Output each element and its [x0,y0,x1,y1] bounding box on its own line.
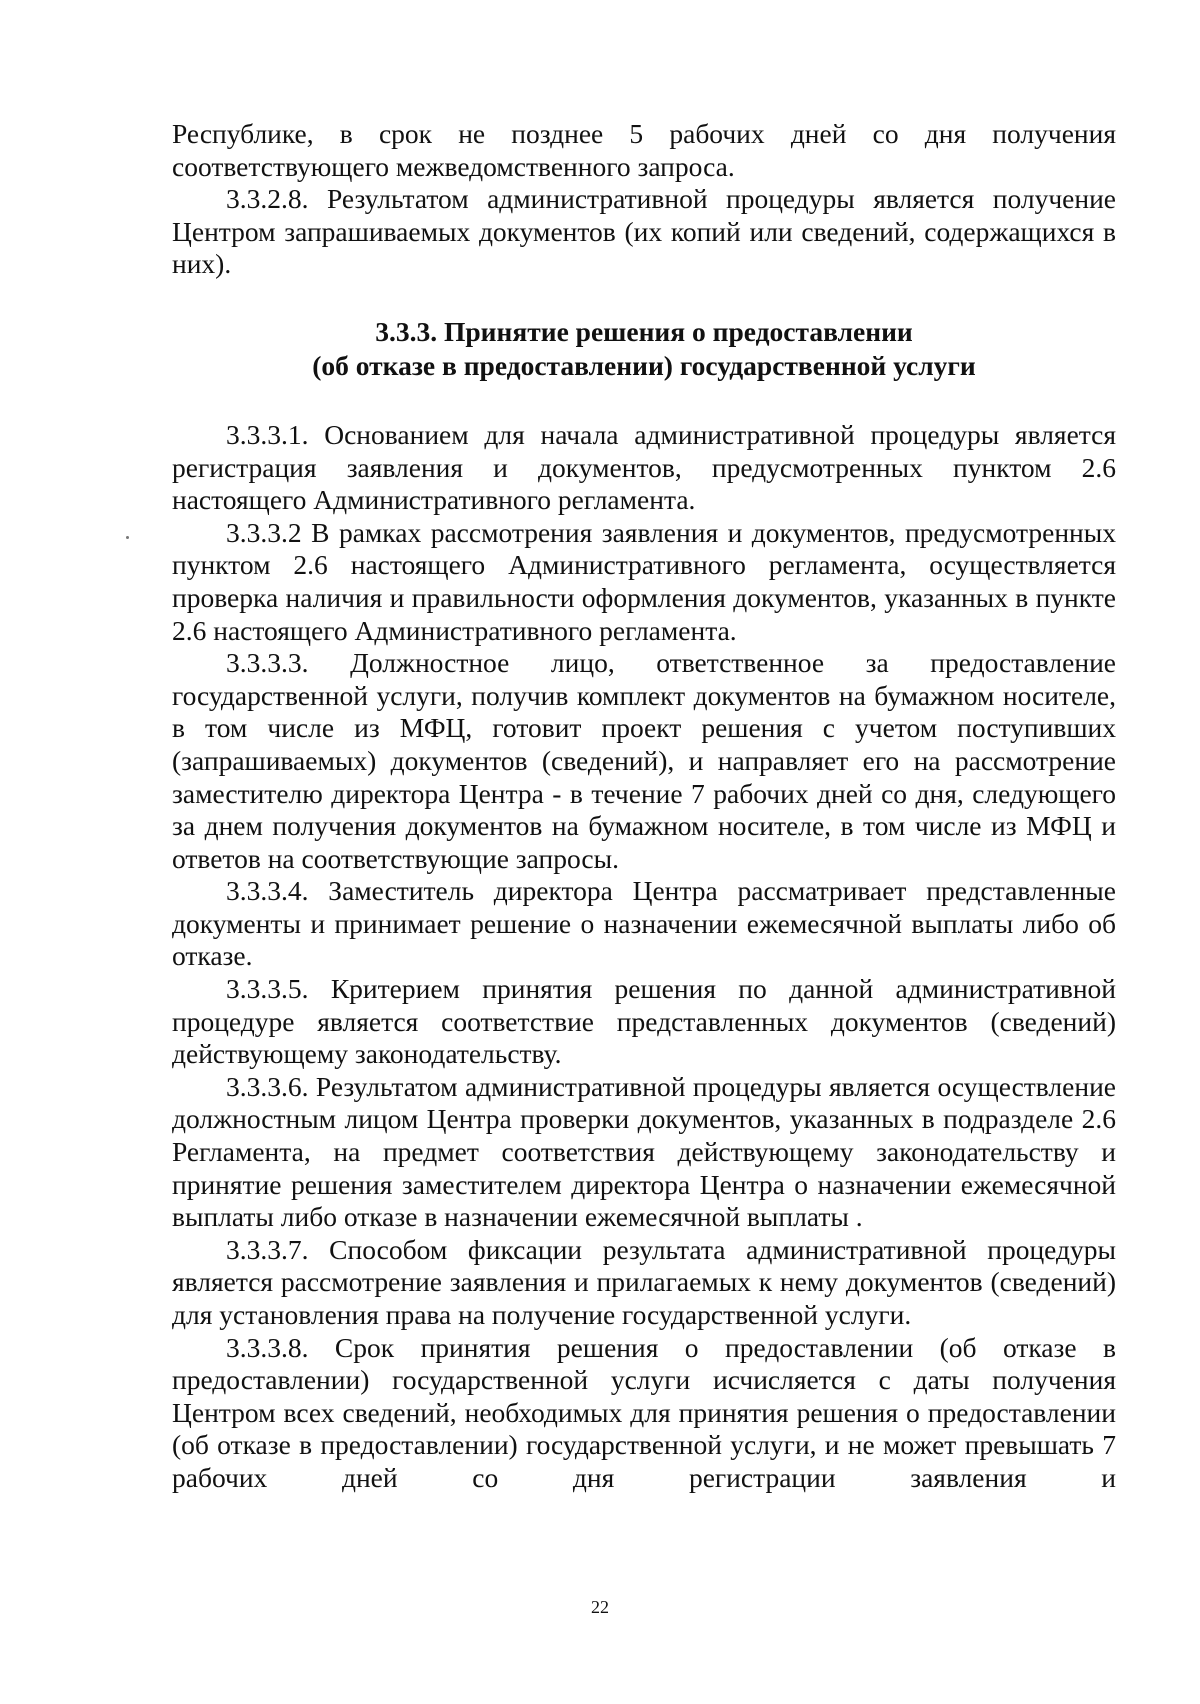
paragraph-3-3-3-5: 3.3.3.5. Критерием принятия решения по данной административной процедуре является соответствие представленных документов (сведений) действующему законодательству. [172,973,1116,1070]
section-heading-line-1: 3.3.3. Принятие решения о предоставлении [375,315,913,347]
paragraph-continuation: Республике, в срок не позднее 5 рабочих дней со дня получения соответствующего межведомственного запроса. [172,118,1116,182]
paragraph-3-3-3-2: 3.3.3.2 В рамках рассмотрения заявления и документов, предусмотренных пунктом 2.6 настоящего Административного регламента, осуществляется проверка наличия и правильности оформления документов, указанных в пункте 2.6 настоящего Административного регламента. [172,516,1116,646]
paragraph-3-3-3-4: 3.3.3.4. Заместитель директора Центра рассматривает представленные документы и принимает решение о назначении ежемесячной выплаты либо об отказе. [172,875,1116,972]
paragraph-3-3-3-1: 3.3.3.1. Основанием для начала административной процедуры является регистрация заявления и документов, предусмотренных пунктом 2.6 настоящего Административного регламента. [172,418,1116,516]
paragraph-3-3-3-7: 3.3.3.7. Способом фиксации результата административной процедуры является рассмотрение заявления и прилагаемых к нему документов (сведений) для установления права на получение государственной услуги. [172,1233,1116,1330]
scan-speck [126,536,129,539]
page-number: 22 [591,1597,609,1617]
section-heading [172,315,1116,383]
section-heading-line-2: (об отказе в предоставлении) государственной услуги [312,349,976,381]
paragraph-3-3-3-8: 3.3.3.8. Срок принятия решения о предоставлении (об отказе в предоставлении) государственной услуги исчисляется с даты получения Центром всех сведений, необходимых для принятия решения о предоставлении (об отказе в предоставлении) государственной услуги, и не может превышать 7 рабочих дней со дня регистрации заявления и [172,1331,1116,1493]
paragraph-3-3-3-3: 3.3.3.3. Должностное лицо, ответственное за предоставление государственной услуги, получив комплект документов на бумажном носителе, в том числе из МФЦ, готовит проект решения с учетом поступивших (запрашиваемых) документов (сведений), и направляет его на рассмотрение заместителю директора Центра - в течение 7 рабочих дней со дня, следующего за днем получения документов на бумажном носителе, в том числе из МФЦ и ответов на соответствующие запросы. [172,647,1116,874]
paragraph-3-3-2-8: 3.3.2.8. Результатом административной процедуры является получение Центром запрашиваемых документов (их копий или сведений, содержащихся в них). [172,183,1116,280]
paragraph-3-3-3-6: 3.3.3.6. Результатом административной процедуры является осуществление должностным лицом Центра проверки документов, указанных в подразделе 2.6 Регламента, на предмет соответствия действующему законодательству и принятие решения заместителем директора Центра о назначении ежемесячной выплаты либо отказе в назначении ежемесячной выплаты . [172,1070,1116,1233]
document-page [172,118,1116,1495]
